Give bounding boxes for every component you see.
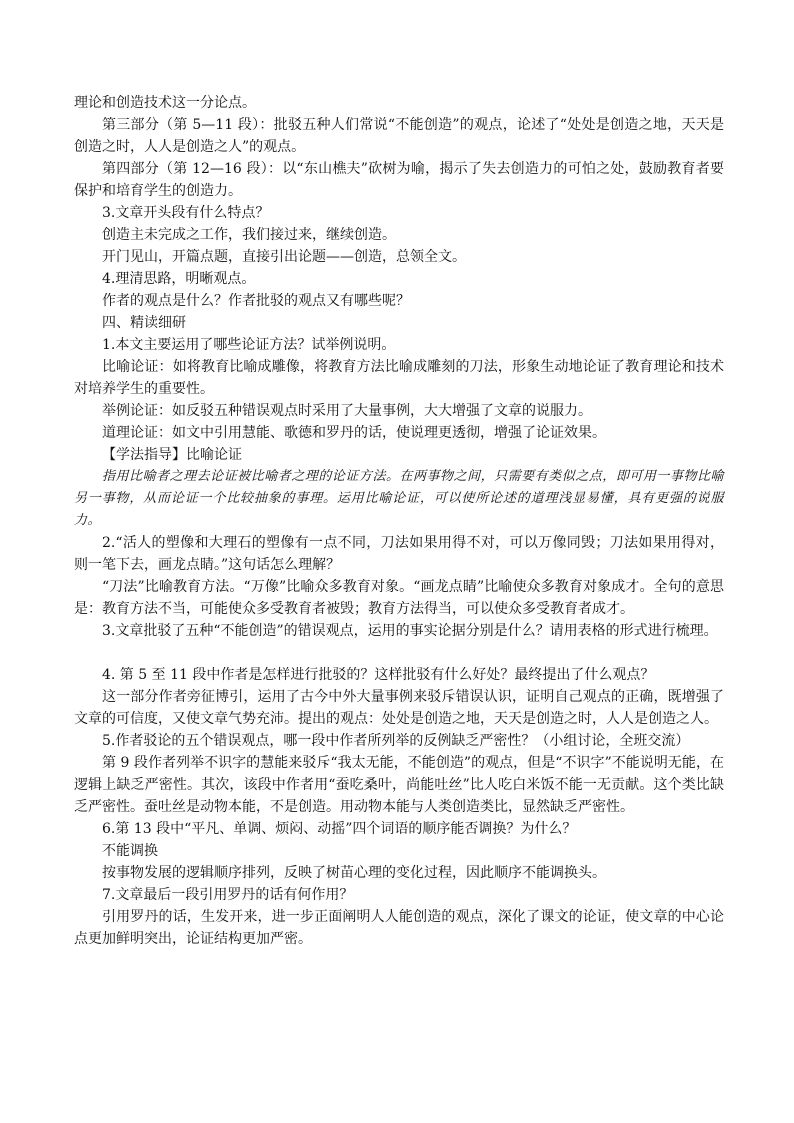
question-heading: 7.文章最后一段引用罗丹的话有何作用？ (102, 887, 354, 903)
paragraph: 引用罗丹的话，生发开来，进一步正面阐明人人能创造的观点，深化了课文的论证，使文章的中心论点更加鲜明突出，论证结构更加严密。 (74, 909, 724, 947)
section-heading: 四、精读细研 (102, 315, 186, 331)
method-guide-heading: 【学法指导】比喻论证 (102, 447, 242, 463)
paragraph: 理论和创造技术这一分论点。 (74, 95, 256, 111)
method-guide-text: 指用比喻者之理去论证被比喻者之理的论证方法。在两事物之间，只需要有类似之点，即可用一事物比喻另一事物，从而论证一个比较抽象的事理。运用比喻论证，可以使所论述的道理浅显易懂，具有更强的说服力。 (74, 469, 724, 528)
paragraph: 第 9 段作者列举不识字的慧能来驳斥“我太无能，不能创造”的观点，但是“不识字”不能说明无能，在逻辑上缺乏严密性。其次，该段中作者用“蚕吃桑叶，尚能吐丝”比人吃白米饭不能一无贡献。这个类比缺乏严密性。蚕吐丝是动物本能，不是创造。用动物本能与人类创造类比，显然缺乏严密性。 (74, 755, 724, 815)
paragraph: 第四部分（第 12—16 段）：以“东山樵夫”砍树为喻，揭示了失去创造力的可怕之处，鼓励教育者要保护和培育学生的创造力。 (74, 161, 724, 199)
question-heading: 1.本文主要运用了哪些论证方法？试举例说明。 (102, 337, 396, 353)
question-heading: 4. 第 5 至 11 段中作者是怎样进行批驳的？这样批驳有什么好处？最终提出了什么观点？ (102, 667, 655, 683)
answer-line: 不能调换 (102, 843, 158, 859)
question-heading: 2.“活人的塑像和大理石的塑像有一点不同，刀法如果用得不对，可以万像同毁；刀法如果用得对，则一笔下去，画龙点睛。”这句话怎么理解？ (74, 535, 724, 573)
question-heading: 3.文章批驳了五种“不能创造”的错误观点，运用的事实论据分别是什么？请用表格的形式进行梳理。 (102, 623, 718, 639)
question-heading: 6.第 13 段中“平凡、单调、烦闷、动摇”四个词语的顺序能否调换？为什么？ (102, 821, 577, 837)
paragraph: 第三部分（第 5—11 段）：批驳五种人们常说“不能创造”的观点，论述了“处处是创造之地，天天是创造之时，人人是创造之人”的观点。 (74, 117, 724, 155)
paragraph: 举例论证：如反驳五种错误观点时采用了大量事例，大大增强了文章的说服力。 (102, 403, 592, 419)
quote-line: 创造主未完成之工作，我们接过来，继续创造。 (102, 227, 396, 243)
question-heading: 4.理清思路，明晰观点。 (102, 271, 256, 287)
paragraph: 道理论证：如文中引用慧能、歌德和罗丹的话，使说理更透彻，增强了论证效果。 (102, 425, 606, 441)
paragraph: 按事物发展的逻辑顺序排列，反映了树苗心理的变化过程，因此顺序不能调换头。 (102, 865, 606, 881)
answer-line: 作者的观点是什么？作者批驳的观点又有哪些呢？ (102, 293, 410, 309)
question-heading: 5.作者驳论的五个错误观点，哪一段中作者所列举的反例缺乏严密性？（小组讨论，全班交流） (102, 733, 690, 749)
document-page (74, 92, 724, 950)
paragraph: 这一部分作者旁征博引，运用了古今中外大量事例来驳斥错误认识，证明自己观点的正确，既增强了文章的可信度，又使文章气势充沛。提出的观点：处处是创造之地，天天是创造之时，人人是创造之人。 (74, 689, 724, 727)
blank-gap (74, 642, 724, 664)
paragraph: 比喻论证：如将教育比喻成雕像，将教育方法比喻成雕刻的刀法，形象生动地论证了教育理论和技术对培养学生的重要性。 (74, 359, 724, 397)
paragraph: “刀法”比喻教育方法。“万像”比喻众多教育对象。“画龙点睛”比喻使众多教育对象成才。全句的意思是：教育方法不当，可能使众多受教育者被毁；教育方法得当，可以使众多受教育者成才。 (74, 579, 724, 617)
question-heading: 3.文章开头段有什么特点？ (102, 205, 270, 221)
answer-line: 开门见山，开篇点题，直接引出论题——创造，总领全文。 (102, 249, 466, 265)
